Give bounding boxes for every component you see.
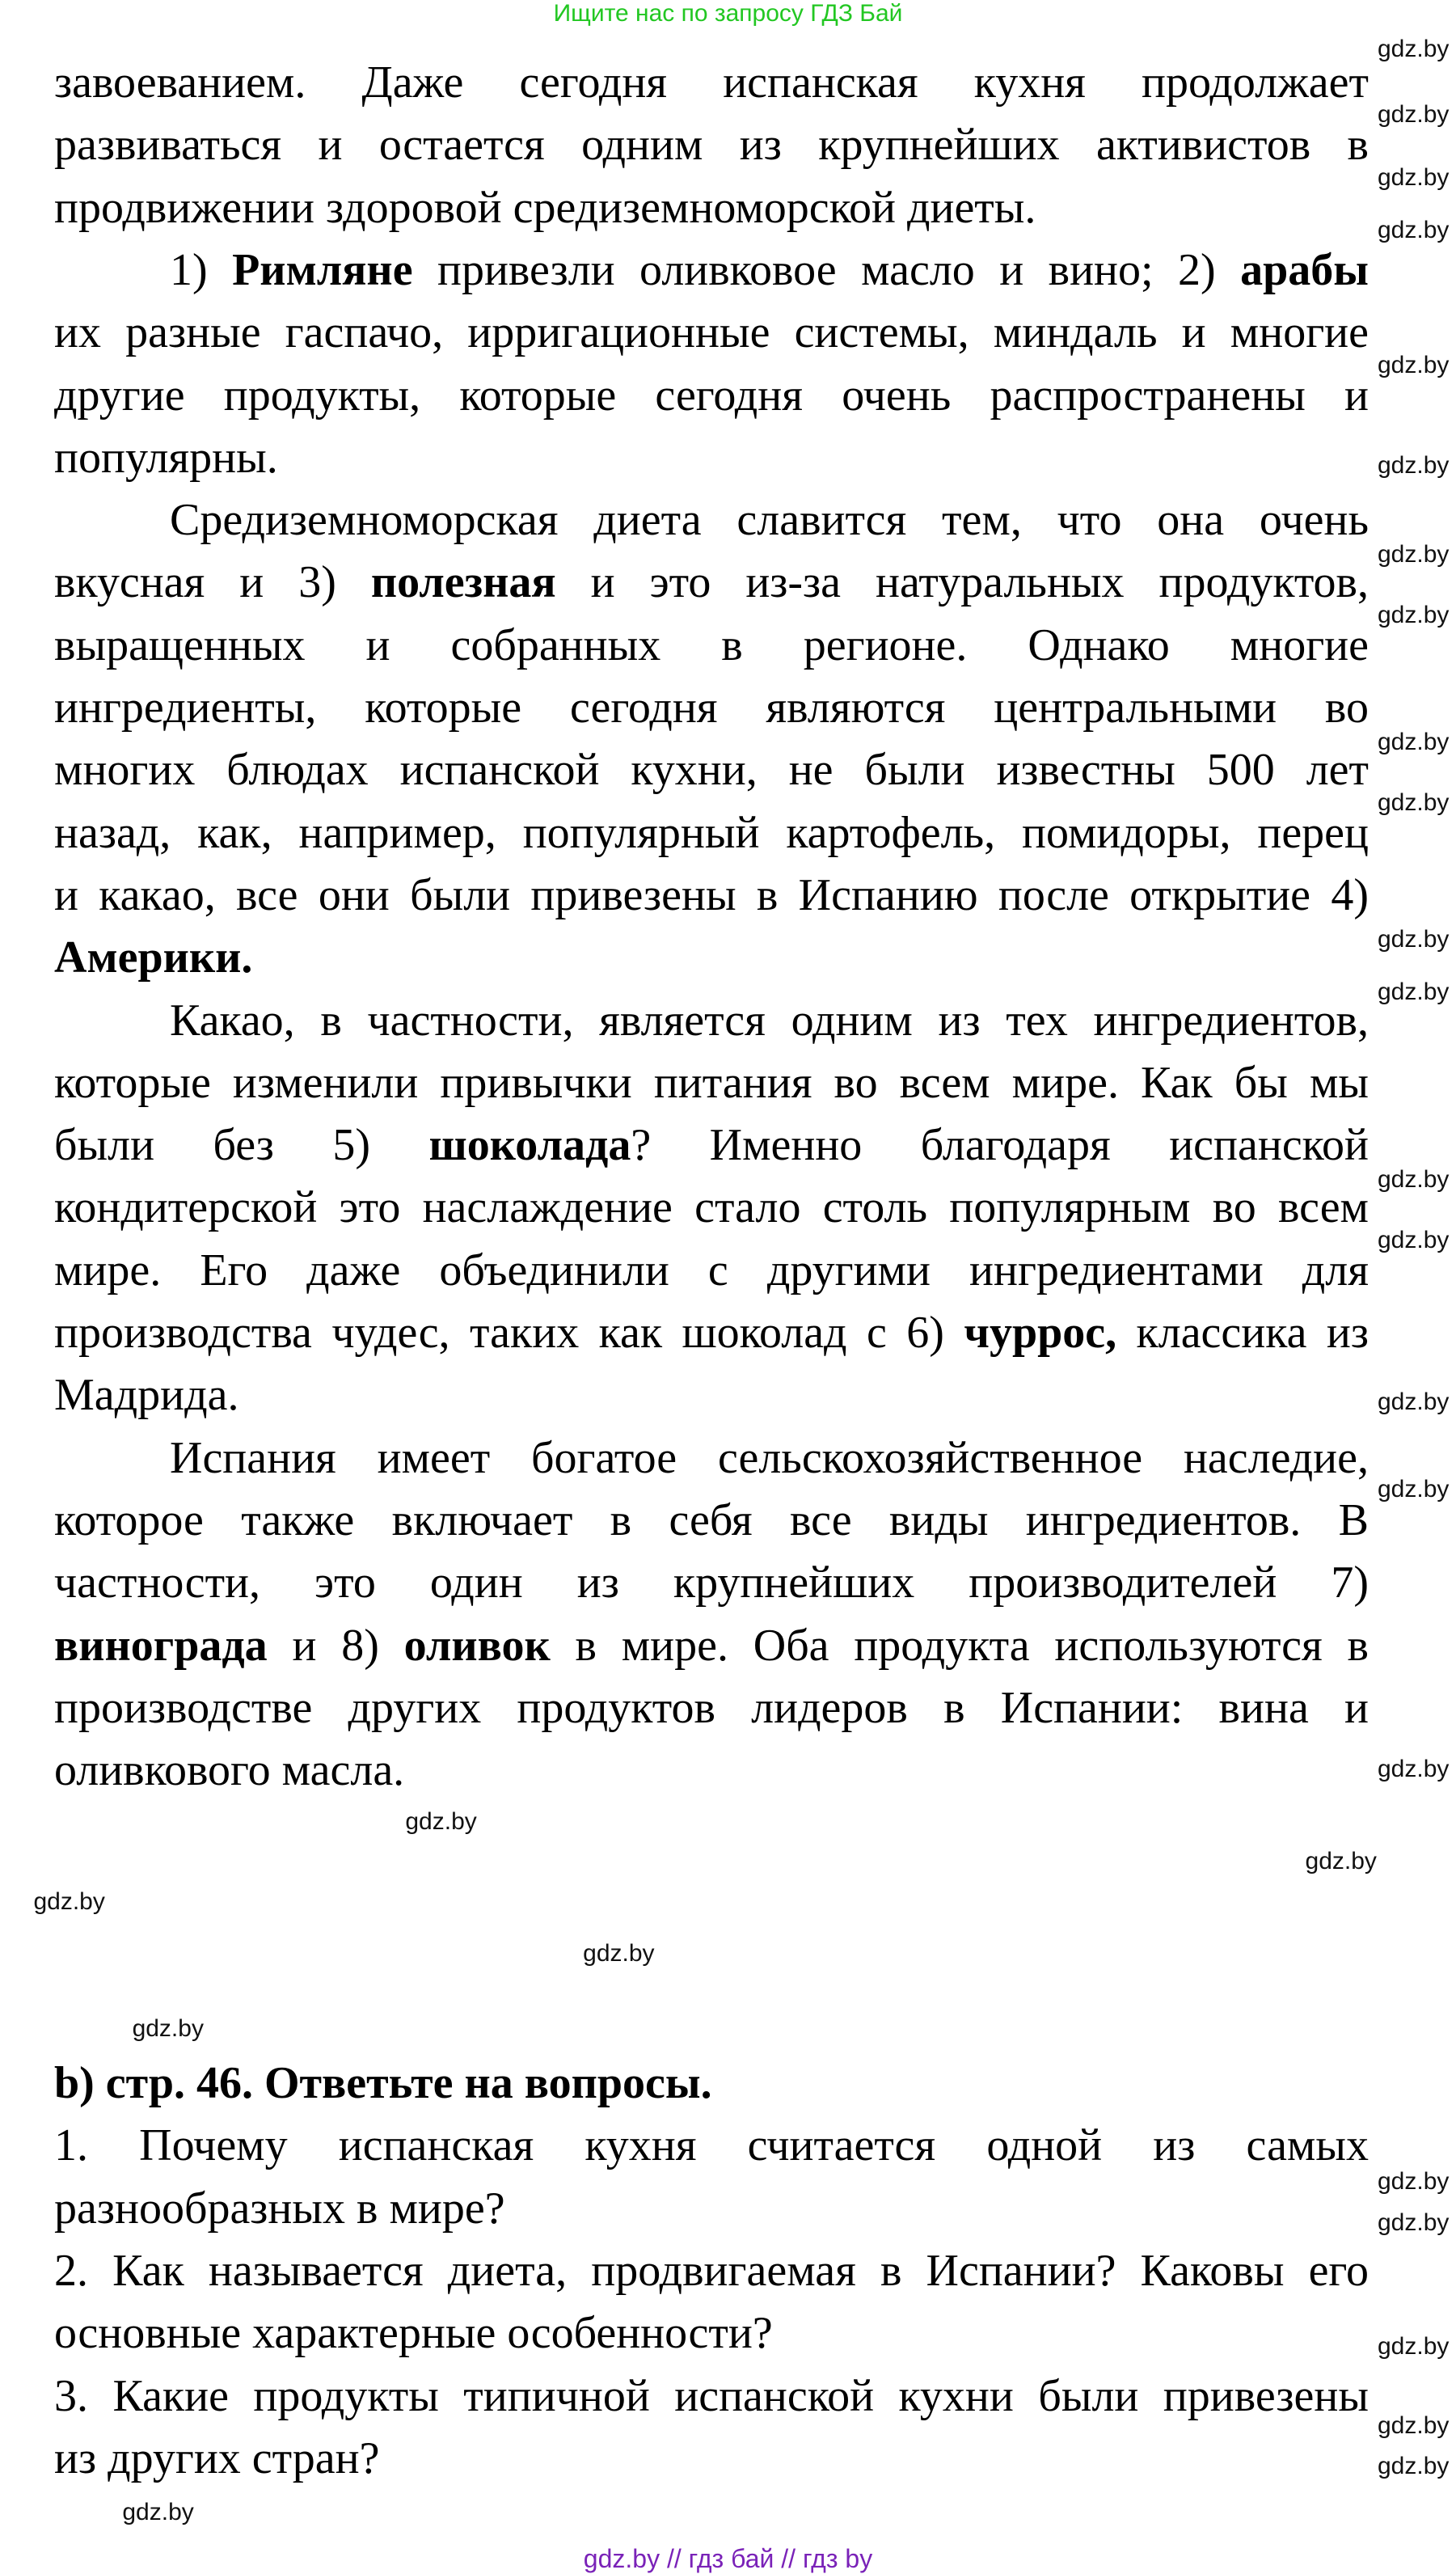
paragraph-line <box>54 365 1369 427</box>
question-line <box>54 2178 1369 2240</box>
question-line <box>54 2428 1369 2490</box>
text-run: Какао, в частности, является одним из тех ингредиентов, <box>170 995 1369 1046</box>
watermark: gdz.by <box>1378 2332 1450 2360</box>
watermark: gdz.by <box>1378 163 1450 191</box>
paragraph-line <box>54 302 1369 364</box>
text-run: кондитерской это наслаждение стало столь популярным во всем <box>54 1182 1369 1233</box>
watermark: gdz.by <box>1378 1388 1450 1415</box>
text-run: были без 5) <box>54 1120 429 1171</box>
text-run: 3. Какие продукты типичной испанской кухни были привезены <box>54 2370 1369 2421</box>
paragraph-line <box>54 1739 1369 1802</box>
text-run: выращенных и собранных в регионе. Однако многие <box>54 619 1369 670</box>
text-run: в мире. Оба продукта используются в <box>550 1620 1369 1671</box>
text-run: 2. Как называется диета, продвигаемая в Испании? Каковы его <box>54 2245 1369 2296</box>
text-run: Испания имеет богатое сельскохозяйственное наследие, <box>170 1432 1369 1483</box>
paragraph-line <box>54 739 1369 801</box>
paragraph-line <box>54 1364 1369 1426</box>
watermark: gdz.by <box>1378 216 1450 243</box>
watermark: gdz.by <box>1378 602 1450 629</box>
bold-answer: чуррос, <box>964 1308 1117 1358</box>
watermark: gdz.by <box>132 2015 204 2043</box>
paragraph-line <box>54 1177 1369 1239</box>
paragraph-line <box>54 1302 1369 1364</box>
question-line <box>54 2240 1369 2302</box>
text-run: привезли оливковое масло и вино; 2) <box>412 244 1241 295</box>
watermark: gdz.by <box>1378 925 1450 953</box>
text-run: из других стран? <box>54 2432 380 2483</box>
paragraph-line <box>54 677 1369 739</box>
watermark: gdz.by <box>1378 351 1450 378</box>
question-line <box>54 2115 1369 2177</box>
watermark: gdz.by <box>1378 451 1450 479</box>
text-run: мире. Его даже объединили с другими ингредиентами для <box>54 1245 1369 1295</box>
text-run: популярны. <box>54 432 278 483</box>
text-run: вкусная и 3) <box>54 557 371 608</box>
paragraph-line <box>54 1552 1369 1614</box>
bold-answer: винограда <box>54 1620 268 1671</box>
bold-answer: Римляне <box>232 244 413 295</box>
bold-answer: оливок <box>403 1620 551 1671</box>
paragraph-line <box>54 552 1369 614</box>
paragraph-line <box>54 427 1369 489</box>
bold-answer: Америки. <box>54 932 253 983</box>
watermark: gdz.by <box>1378 101 1450 129</box>
text-run: их разные гаспачо, ирригационные системы, миндаль и многие <box>54 307 1369 358</box>
paragraph-line <box>54 615 1369 677</box>
watermark: gdz.by <box>1378 1227 1450 1254</box>
watermark: gdz.by <box>1378 1475 1450 1503</box>
site-footer-link[interactable]: gdz.by // гдз бай // гдз by <box>583 2544 873 2573</box>
text-run: и это из-за натуральных продуктов, <box>555 557 1369 608</box>
paragraph-line <box>54 1677 1369 1739</box>
text-run: которое также включает в себя все виды ингредиентов. В <box>54 1494 1369 1545</box>
watermark: gdz.by <box>1378 2411 1450 2439</box>
text-run: производства чудес, таких как шоколад с 6) <box>54 1308 964 1358</box>
text-run: развиваться и остается одним из крупнейших активистов в <box>54 120 1369 171</box>
watermark: gdz.by <box>122 2499 194 2526</box>
watermark: gdz.by <box>405 1807 477 1835</box>
bold-answer: арабы <box>1240 244 1369 295</box>
watermark: gdz.by <box>33 1888 105 1916</box>
bold-answer: b) стр. 46. Ответьте на вопросы. <box>54 2058 712 2108</box>
paragraph-line <box>54 802 1369 864</box>
paragraph-line <box>54 864 1369 927</box>
watermark: gdz.by <box>1378 540 1450 568</box>
watermark: gdz.by <box>1378 789 1450 817</box>
text-run: назад, как, например, популярный картофель, помидоры, перец <box>54 807 1369 858</box>
watermark: gdz.by <box>1378 1166 1450 1194</box>
watermark: gdz.by <box>1378 2168 1450 2196</box>
text-run: разнообразных в мире? <box>54 2183 505 2234</box>
question-line <box>54 2365 1369 2428</box>
watermark: gdz.by <box>1378 36 1450 63</box>
text-run: другие продукты, которые сегодня очень распространены и <box>54 370 1369 421</box>
text-run: и 8) <box>267 1620 404 1671</box>
paragraph-line <box>54 1114 1369 1177</box>
text-run: основные характерные особенности? <box>54 2308 773 2359</box>
watermark: gdz.by <box>583 1939 655 1967</box>
watermark: gdz.by <box>1378 978 1450 1006</box>
text-run: частности, это один из крупнейших производителей 7) <box>54 1558 1369 1608</box>
search-hint-banner: Ищите нас по запросу ГДЗ Бай <box>553 0 903 27</box>
text-run: оливкового масла. <box>54 1745 405 1796</box>
paragraph-line <box>54 1240 1369 1302</box>
question-line <box>54 2302 1369 2365</box>
text-run: которые изменили привычки питания во всем мире. Как бы мы <box>54 1057 1369 1108</box>
text-run: ? Именно благодаря испанской <box>631 1120 1369 1171</box>
text-run: Мадрида. <box>54 1370 239 1421</box>
text-run: Средиземноморская диета славится тем, что она очень <box>170 495 1369 546</box>
paragraph-line <box>54 1052 1369 1114</box>
watermark: gdz.by <box>1378 2209 1450 2237</box>
bold-answer: шоколада <box>428 1120 631 1171</box>
paragraph-line <box>170 489 1369 552</box>
paragraph-line <box>54 1490 1369 1552</box>
watermark: gdz.by <box>1378 1755 1450 1782</box>
paragraph-line <box>170 990 1369 1052</box>
text-run: и какао, все они были привезены в Испанию после открытие 4) <box>54 869 1369 920</box>
text-run: продвижении здоровой средиземноморской диеты. <box>54 182 1036 233</box>
paragraph-line <box>54 177 1369 239</box>
watermark: gdz.by <box>1378 728 1450 755</box>
text-run: 1. Почему испанская кухня считается одной из самых <box>54 2120 1369 2171</box>
text-run: 1) <box>170 244 233 295</box>
text-run: завоеванием. Даже сегодня испанская кухня продолжает <box>54 57 1369 108</box>
bold-answer: полезная <box>370 557 556 608</box>
text-run: ингредиенты, которые сегодня являются центральными во <box>54 683 1369 733</box>
paragraph-line <box>54 927 1369 989</box>
watermark: gdz.by <box>1305 1847 1377 1874</box>
paragraph-line <box>54 114 1369 176</box>
paragraph-line <box>54 52 1369 114</box>
text-run: классика из <box>1116 1308 1369 1358</box>
text-run: многих блюдах испанской кухни, не были известны 500 лет <box>54 745 1369 796</box>
watermark: gdz.by <box>1378 2453 1450 2480</box>
text-run: производстве других продуктов лидеров в Испании: вина и <box>54 1682 1369 1733</box>
paragraph-line <box>170 1427 1369 1490</box>
paragraph-line <box>54 1615 1369 1677</box>
paragraph-line <box>170 239 1369 302</box>
section-heading <box>54 2052 1369 2115</box>
